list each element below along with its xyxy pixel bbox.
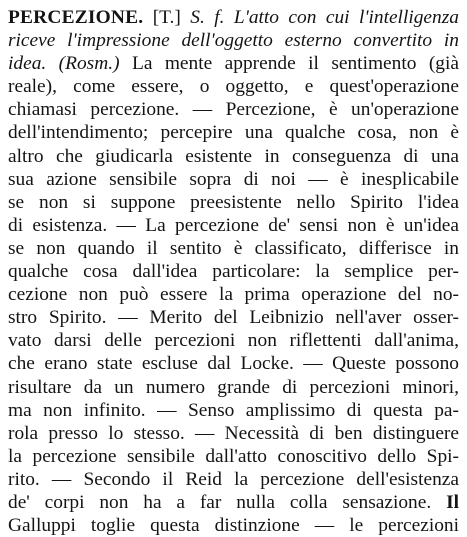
- body-line: dell'intendimento; percepire una qualche cosa, non è: [8, 122, 459, 144]
- galluppi-start: Il: [446, 491, 459, 513]
- body-line: la percezione sensibile dall'atto conoscitivo dello Spi-: [8, 445, 459, 467]
- body-line: altro che giudicarla esistente in conseguenza di una: [8, 145, 459, 167]
- body-line: risultare da un numero grande di percezioni minori,: [8, 376, 459, 398]
- body-line: sua azione sensibile sopra di noi — è inesplicabile: [8, 168, 459, 190]
- headword: PERCEZIONE.: [8, 7, 144, 28]
- body-line: di esistenza. — La percezione de' sensi non è un'idea: [8, 214, 459, 236]
- entry-tag: [T.]: [152, 7, 181, 28]
- body-line: vato darsi delle percezioni non riflettenti dall'anima,: [8, 330, 459, 352]
- body-line: stro Spirito. — Merito del Leibnizio nell'aver osser-: [8, 307, 459, 329]
- body-line-galluppi: [8, 514, 459, 537]
- grammar-label: S. f.: [190, 7, 225, 28]
- sensation-text: de' corpi non ha a far nulla colla sensazione.: [8, 491, 432, 513]
- body-line: rito. — Secondo il Reid la percezione dell'esistenza: [8, 468, 459, 490]
- body-line-sensation: [8, 491, 459, 514]
- entry-line-1: [8, 6, 459, 29]
- source-citation: (Rosm.): [58, 53, 120, 75]
- body-line: cezione non può essere la prima operazione del no-: [8, 284, 459, 306]
- body-line: se non si suppone preesistente nello Spirito l'idea: [8, 191, 459, 213]
- galluppi-end: le percezioni: [349, 515, 459, 537]
- entry-line-2: [8, 29, 459, 52]
- body-line: reale), come essere, o oggetto, e quest'operazione: [8, 76, 459, 98]
- dictionary-page: [8, 6, 459, 537]
- entry-line-3: [8, 52, 459, 75]
- body-line: se non quando il sentito è classificato, differisce in: [8, 237, 459, 259]
- definition-part-2: riceve l'impressione dell'oggetto esterno convertito in: [8, 30, 459, 52]
- dash: —: [314, 515, 335, 537]
- galluppi-text: Galluppi toglie questa distinzione: [8, 515, 300, 537]
- body-line: rola presso lo stesso. — Necessità di ben distinguere: [8, 422, 459, 444]
- body-line: che erano state escluse dal Locke. — Queste possono: [8, 353, 459, 375]
- body-line: qualche cosa dall'idea particolare: la semplice per-: [8, 261, 459, 283]
- definition-part-1: L'atto con cui l'intelligenza: [233, 7, 459, 28]
- body-line: chiamasi percezione. — Percezione, è un'operazione: [8, 99, 459, 121]
- definition-part-3: idea.: [8, 53, 47, 75]
- line-3-text: La mente apprende il sentimento (già: [131, 53, 459, 75]
- body-line: ma non infinito. — Senso amplissimo di questa pa-: [8, 399, 459, 421]
